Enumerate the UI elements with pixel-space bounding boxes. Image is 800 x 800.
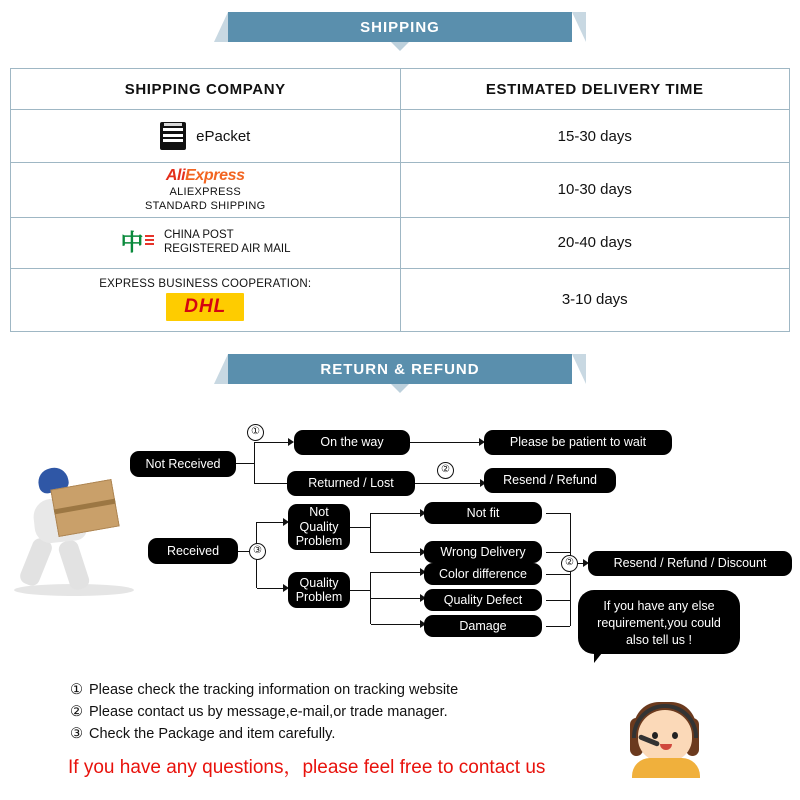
flow-node-received: Received <box>148 538 238 564</box>
flow-node-quality-problem-l1: Quality <box>299 575 339 590</box>
epacket-icon <box>160 122 186 150</box>
table-header-row <box>11 69 790 110</box>
dhl-logo-text: DHL <box>184 296 227 318</box>
customer-service-avatar-icon <box>630 700 704 774</box>
ribbon-tail-left-icon <box>214 12 228 42</box>
carrier-cell-dhl <box>11 268 401 331</box>
shipping-banner-label: SHIPPING <box>228 12 572 42</box>
table-row <box>11 163 790 218</box>
china-post-icon: 中 <box>120 230 154 256</box>
aliexpress-logo-part2: Express <box>185 167 245 184</box>
flow-marker-one: ① <box>247 424 264 441</box>
ribbon-tail-right-icon <box>572 354 586 384</box>
carrier-cell-china-post <box>11 217 401 268</box>
flow-node-color-difference: Color difference <box>424 563 542 585</box>
flow-node-wrong-delivery: Wrong Delivery <box>424 541 542 563</box>
aliexpress-sub-line2: STANDARD SHIPPING <box>145 200 266 213</box>
note-number: ② <box>70 704 83 720</box>
table-row <box>11 217 790 268</box>
note-item <box>70 682 670 698</box>
return-refund-banner <box>228 354 572 384</box>
flow-node-returned-lost: Returned / Lost <box>287 471 415 496</box>
note-text: Please check the tracking information on tracking website <box>89 682 459 698</box>
flow-node-quality-problem-l2: Problem <box>295 590 343 604</box>
flow-node-be-patient: Please be patient to wait <box>484 430 672 455</box>
return-flowchart <box>0 400 800 680</box>
shipping-banner <box>228 12 572 42</box>
delivery-time-china-post: 20-40 days <box>400 217 790 268</box>
flow-node-not-fit: Not fit <box>424 502 542 524</box>
flow-node-resend-refund-discount: Resend / Refund / Discount <box>588 551 792 576</box>
footer-notes <box>70 682 670 748</box>
table-row <box>11 110 790 163</box>
note-item <box>70 726 670 742</box>
flow-node-not-quality-problem-l3: Problem <box>295 534 343 549</box>
return-refund-banner-label: RETURN & REFUND <box>228 354 572 384</box>
dhl-logo-icon <box>166 293 244 321</box>
flow-marker-three: ③ <box>249 543 266 560</box>
flow-marker-two-a: ② <box>437 462 454 479</box>
flow-node-not-received: Not Received <box>130 451 236 477</box>
note-text: Check the Package and item carefully. <box>89 726 336 742</box>
flow-marker-two-b: ② <box>561 555 578 572</box>
note-text: Please contact us by message,e-mail,or trade manager. <box>89 704 448 720</box>
ribbon-notch-icon <box>391 384 409 393</box>
aliexpress-logo-icon <box>17 167 394 185</box>
flow-node-not-quality-problem-l1: Not <box>309 505 329 520</box>
flow-node-on-the-way: On the way <box>294 430 410 455</box>
china-post-line2: REGISTERED AIR MAIL <box>163 242 291 255</box>
header-shipping-company: SHIPPING COMPANY <box>11 69 401 110</box>
aliexpress-logo-part1: Ali <box>165 167 186 184</box>
ribbon-notch-icon <box>391 42 409 51</box>
note-number: ③ <box>70 726 83 742</box>
carrier-cell-epacket <box>11 110 401 163</box>
aliexpress-sub-line1: ALIEXPRESS <box>169 186 241 199</box>
table-row <box>11 268 790 331</box>
shipping-table <box>10 68 790 332</box>
delivery-time-aliexpress: 10-30 days <box>400 163 790 218</box>
flow-node-damage: Damage <box>424 615 542 637</box>
ribbon-tail-left-icon <box>214 354 228 384</box>
flow-node-not-quality-problem-l2: Quality <box>299 519 339 534</box>
china-post-line1: CHINA POST <box>163 228 234 241</box>
flow-node-resend-refund: Resend / Refund <box>484 468 616 493</box>
ribbon-tail-right-icon <box>572 12 586 42</box>
delivery-time-dhl: 3-10 days <box>400 268 790 331</box>
delivery-time-epacket: 15-30 days <box>400 110 790 163</box>
carrier-label-epacket: ePacket <box>196 127 251 145</box>
contact-message: If you have any questions，please feel free to contact us <box>68 757 546 778</box>
flow-node-not-quality-problem <box>288 504 350 550</box>
flow-node-quality-defect: Quality Defect <box>424 589 542 611</box>
header-estimated-delivery-time: ESTIMATED DELIVERY TIME <box>400 69 790 110</box>
carrier-cell-aliexpress <box>11 163 401 218</box>
note-item <box>70 704 670 720</box>
flow-bubble-extra-requirement: If you have any else requirement,you could also tell us ! <box>578 590 740 654</box>
dhl-caption: EXPRESS BUSINESS COOPERATION: <box>99 278 312 291</box>
note-number: ① <box>70 682 83 698</box>
flow-node-quality-problem <box>288 572 350 608</box>
